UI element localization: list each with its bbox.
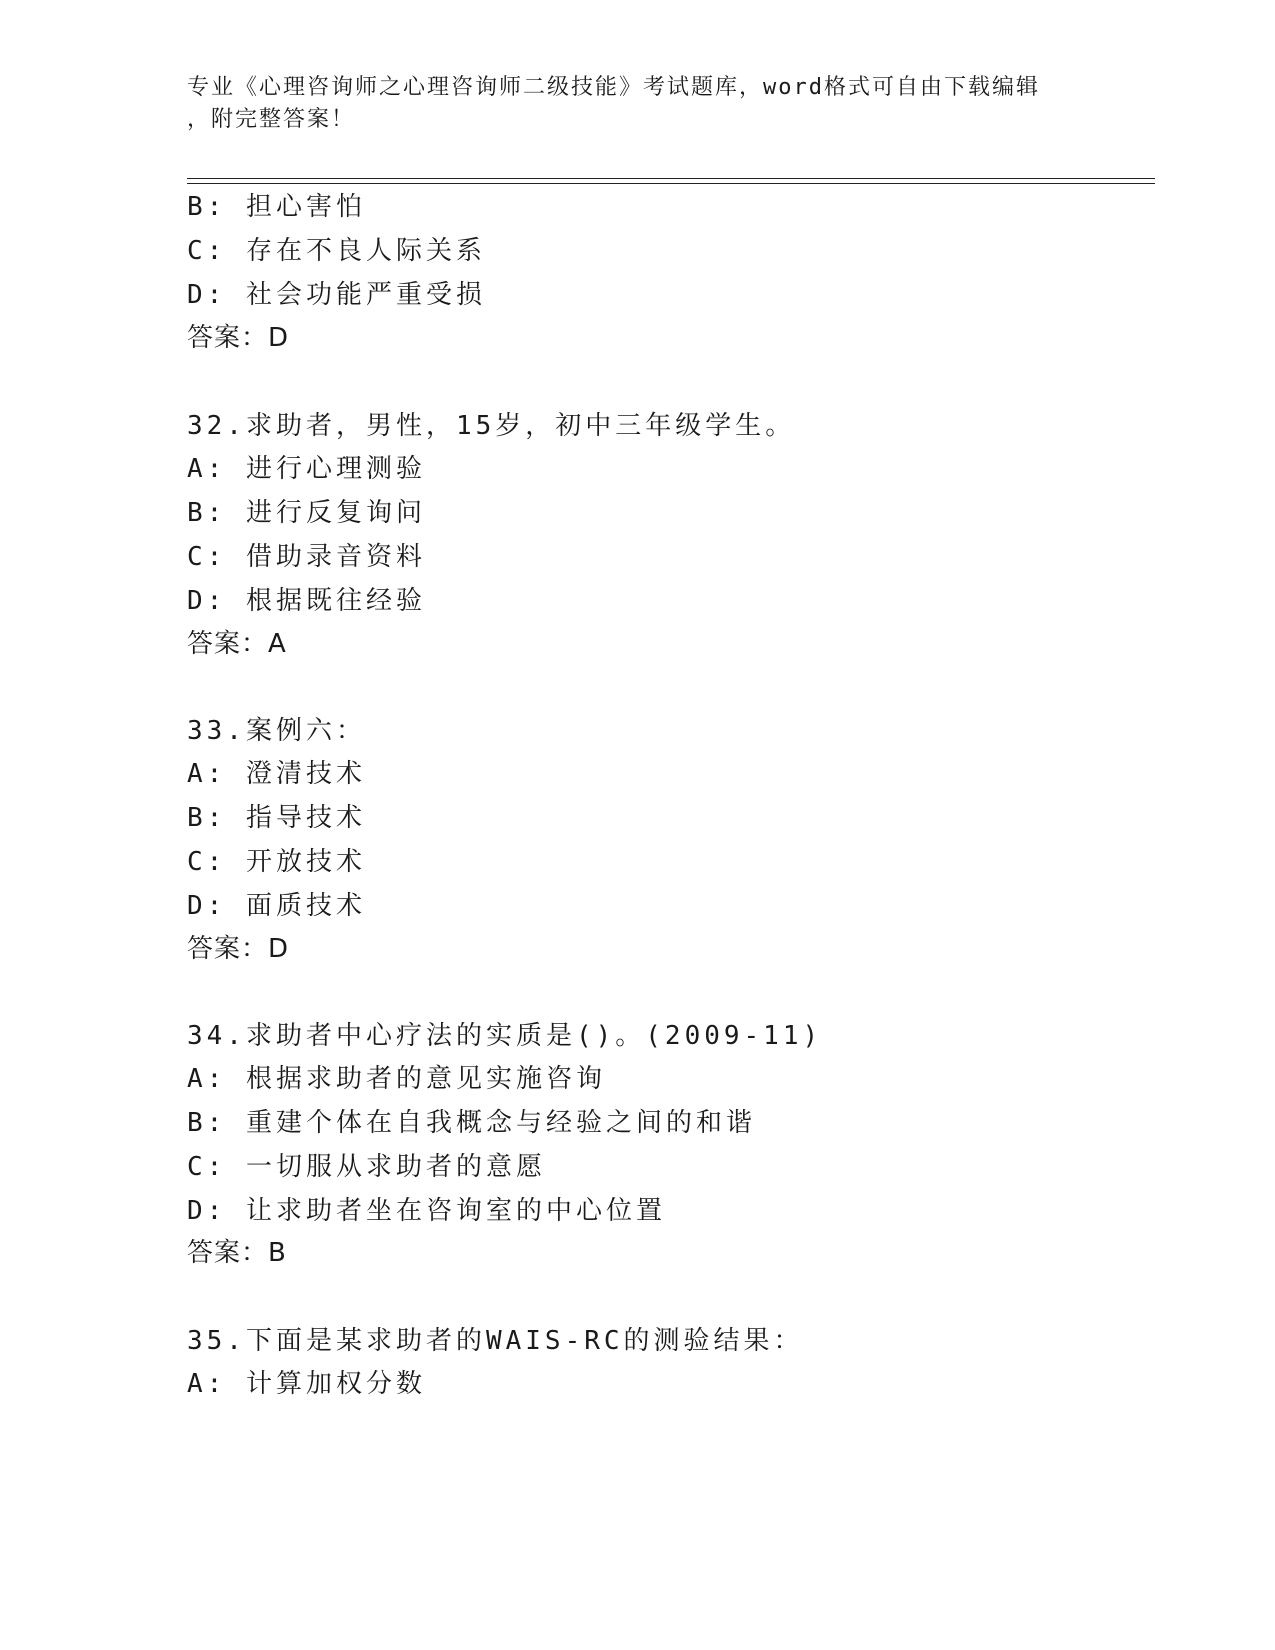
option-d: D: 社会功能严重受损 xyxy=(187,280,486,310)
option-a: A: 澄清技术 xyxy=(187,759,366,789)
question-32: 32.求助者，男性，15岁，初中三年级学生。 xyxy=(187,411,796,441)
option-a: A: 计算加权分数 xyxy=(187,1369,426,1399)
question-33: 33.案例六： xyxy=(187,716,366,746)
option-b: B: 进行反复询问 xyxy=(187,498,426,528)
document-header xyxy=(187,72,1067,136)
option-c: C: 存在不良人际关系 xyxy=(187,236,486,266)
option-c: C: 一切服从求助者的意愿 xyxy=(187,1152,546,1182)
answer-line: 答案：D xyxy=(187,934,290,964)
header-rule-bottom xyxy=(187,183,1155,184)
question-35: 35.下面是某求助者的WAIS-RC的测验结果： xyxy=(187,1326,804,1356)
option-b: B: 重建个体在自我概念与经验之间的和谐 xyxy=(187,1108,756,1138)
option-d: D: 面质技术 xyxy=(187,891,366,921)
header-rule-top xyxy=(187,178,1155,179)
option-b: B: 指导技术 xyxy=(187,803,366,833)
option-b: B: 担心害怕 xyxy=(187,192,366,222)
option-d: D: 让求助者坐在咨询室的中心位置 xyxy=(187,1196,666,1226)
option-a: A: 根据求助者的意见实施咨询 xyxy=(187,1064,606,1094)
question-34: 34.求助者中心疗法的实质是()。(2009-11) xyxy=(187,1021,823,1051)
option-d: D: 根据既往经验 xyxy=(187,586,426,616)
answer-line: 答案：D xyxy=(187,323,290,353)
answer-line: 答案：A xyxy=(187,629,287,659)
answer-line: 答案：B xyxy=(187,1238,287,1268)
header-line-1: 专业《心理咨询师之心理咨询师二级技能》考试题库，word格式可自由下载编辑 xyxy=(187,75,1040,100)
option-a: A: 进行心理测验 xyxy=(187,454,426,484)
option-c: C: 开放技术 xyxy=(187,847,366,877)
option-c: C: 借助录音资料 xyxy=(187,542,426,572)
header-line-2: ，附完整答案！ xyxy=(187,107,356,132)
